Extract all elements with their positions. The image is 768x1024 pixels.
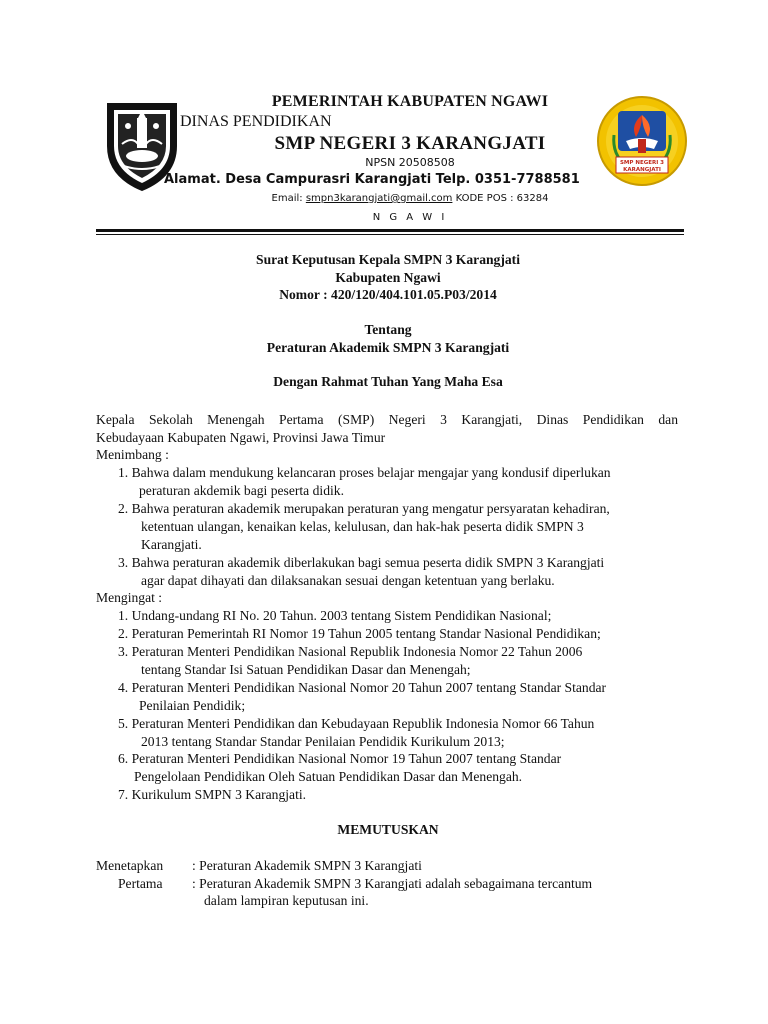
mengingat-label: Mengingat : — [96, 590, 163, 605]
letterhead-divider — [96, 229, 684, 232]
list-item: 1. Bahwa dalam mendukung kelancaran proses belajar mengajar yang kondusif diperlukan — [118, 465, 611, 480]
intro-line: Kebudayaan Kabupaten Ngawi, Provinsi Jawa Timur — [96, 430, 386, 445]
list-item-continued: 2013 tentang Standar Standar Penilaian Pendidik Kurikulum 2013; — [141, 734, 505, 749]
list-item: 4. Peraturan Menteri Pendidikan Nasional Nomor 20 Tahun 2007 tentang Standar Standar — [118, 680, 607, 695]
pertama-value-continued: dalam lampiran keputusan ini. — [204, 893, 369, 908]
postal-code: KODE POS : 63284 — [452, 193, 549, 204]
school-emblem-text: KARANGJATI — [623, 167, 661, 173]
email-link[interactable]: smpn3karangjati@gmail.com — [305, 193, 453, 204]
list-item-continued: Karangjati. — [141, 537, 202, 552]
school-address: Alamat. Desa Campurasri Karangjati Telp. 0351-7788581 — [164, 172, 580, 187]
memutuskan-heading: MEMUTUSKAN — [337, 822, 439, 837]
list-item-continued: ketentuan ulangan, kenaikan kelas, kelulusan, dan hak-hak peserta didik SMPN 3 — [141, 519, 584, 534]
list-item-continued: agar dapat dihayati dan dilaksanakan sesuai dengan ketentuan yang berlaku. — [141, 573, 555, 588]
decree-number: Nomor : 420/120/404.101.05.P03/2014 — [279, 287, 497, 302]
list-item: 5. Peraturan Menteri Pendidikan dan Kebudayaan Republik Indonesia Nomor 66 Tahun — [118, 716, 595, 731]
list-item-continued: Pengelolaan Pendidikan Oleh Satuan Pendidikan Dasar dan Menengah. — [134, 769, 523, 784]
list-item-continued: peraturan akdemik bagi peserta didik. — [139, 483, 344, 498]
list-item-continued: tentang Standar Isi Satuan Pendidikan Dasar dan Menengah; — [141, 662, 471, 677]
decree-subject: Peraturan Akademik SMPN 3 Karangjati — [266, 340, 510, 355]
list-item: 7. Kurikulum SMPN 3 Karangjati. — [118, 787, 307, 802]
government-line: PEMERINTAH KABUPATEN NGAWI — [271, 93, 549, 110]
school-emblem-text: SMP NEGERI 3 — [619, 160, 665, 166]
department-line: DINAS PENDIDIKAN — [180, 113, 332, 130]
decree-blessing: Dengan Rahmat Tuhan Yang Maha Esa — [273, 374, 503, 389]
contact-line — [150, 193, 670, 204]
menetapkan-value: : Peraturan Akademik SMPN 3 Karangjati — [192, 858, 422, 873]
list-item: 1. Undang-undang RI No. 20 Tahun. 2003 tentang Sistem Pendidikan Nasional; — [118, 608, 552, 623]
intro-line: Kepala Sekolah Menengah Pertama (SMP) Negeri 3 Karangjati, Dinas Pendidikan dan — [96, 412, 678, 427]
decree-title: Surat Keputusan Kepala SMPN 3 Karangjati — [256, 252, 520, 267]
list-item: 3. Peraturan Menteri Pendidikan Nasional Republik Indonesia Nomor 22 Tahun 2006 — [118, 644, 583, 659]
school-name: SMP NEGERI 3 KARANGJATI — [274, 133, 546, 154]
list-item: 6. Peraturan Menteri Pendidikan Nasional Nomor 19 Tahun 2007 tentang Standar — [118, 751, 562, 766]
list-item: 3. Bahwa peraturan akademik diberlakukan bagi semua peserta didik SMPN 3 Karangjati — [118, 555, 605, 570]
pertama-label: Pertama — [118, 876, 163, 891]
list-item: 2. Bahwa peraturan akademik merupakan peraturan yang mengatur persyaratan kehadiran, — [118, 501, 610, 516]
list-item-continued: Penilaian Pendidik; — [139, 698, 246, 713]
menetapkan-label: Menetapkan — [96, 858, 164, 873]
decree-about: Tentang — [364, 322, 412, 337]
npsn-number: NPSN 20508508 — [365, 156, 455, 169]
pertama-value: : Peraturan Akademik SMPN 3 Karangjati adalah sebagaimana tercantum — [192, 876, 593, 891]
menimbang-label: Menimbang : — [96, 447, 169, 462]
city-line: N G A W I — [372, 212, 448, 223]
email-label: Email: — [271, 193, 306, 204]
list-item: 2. Peraturan Pemerintah RI Nomor 19 Tahun 2005 tentang Standar Nasional Pendidikan; — [118, 626, 601, 641]
decree-regency: Kabupaten Ngawi — [335, 270, 441, 285]
letterhead-divider-thin — [96, 234, 684, 235]
